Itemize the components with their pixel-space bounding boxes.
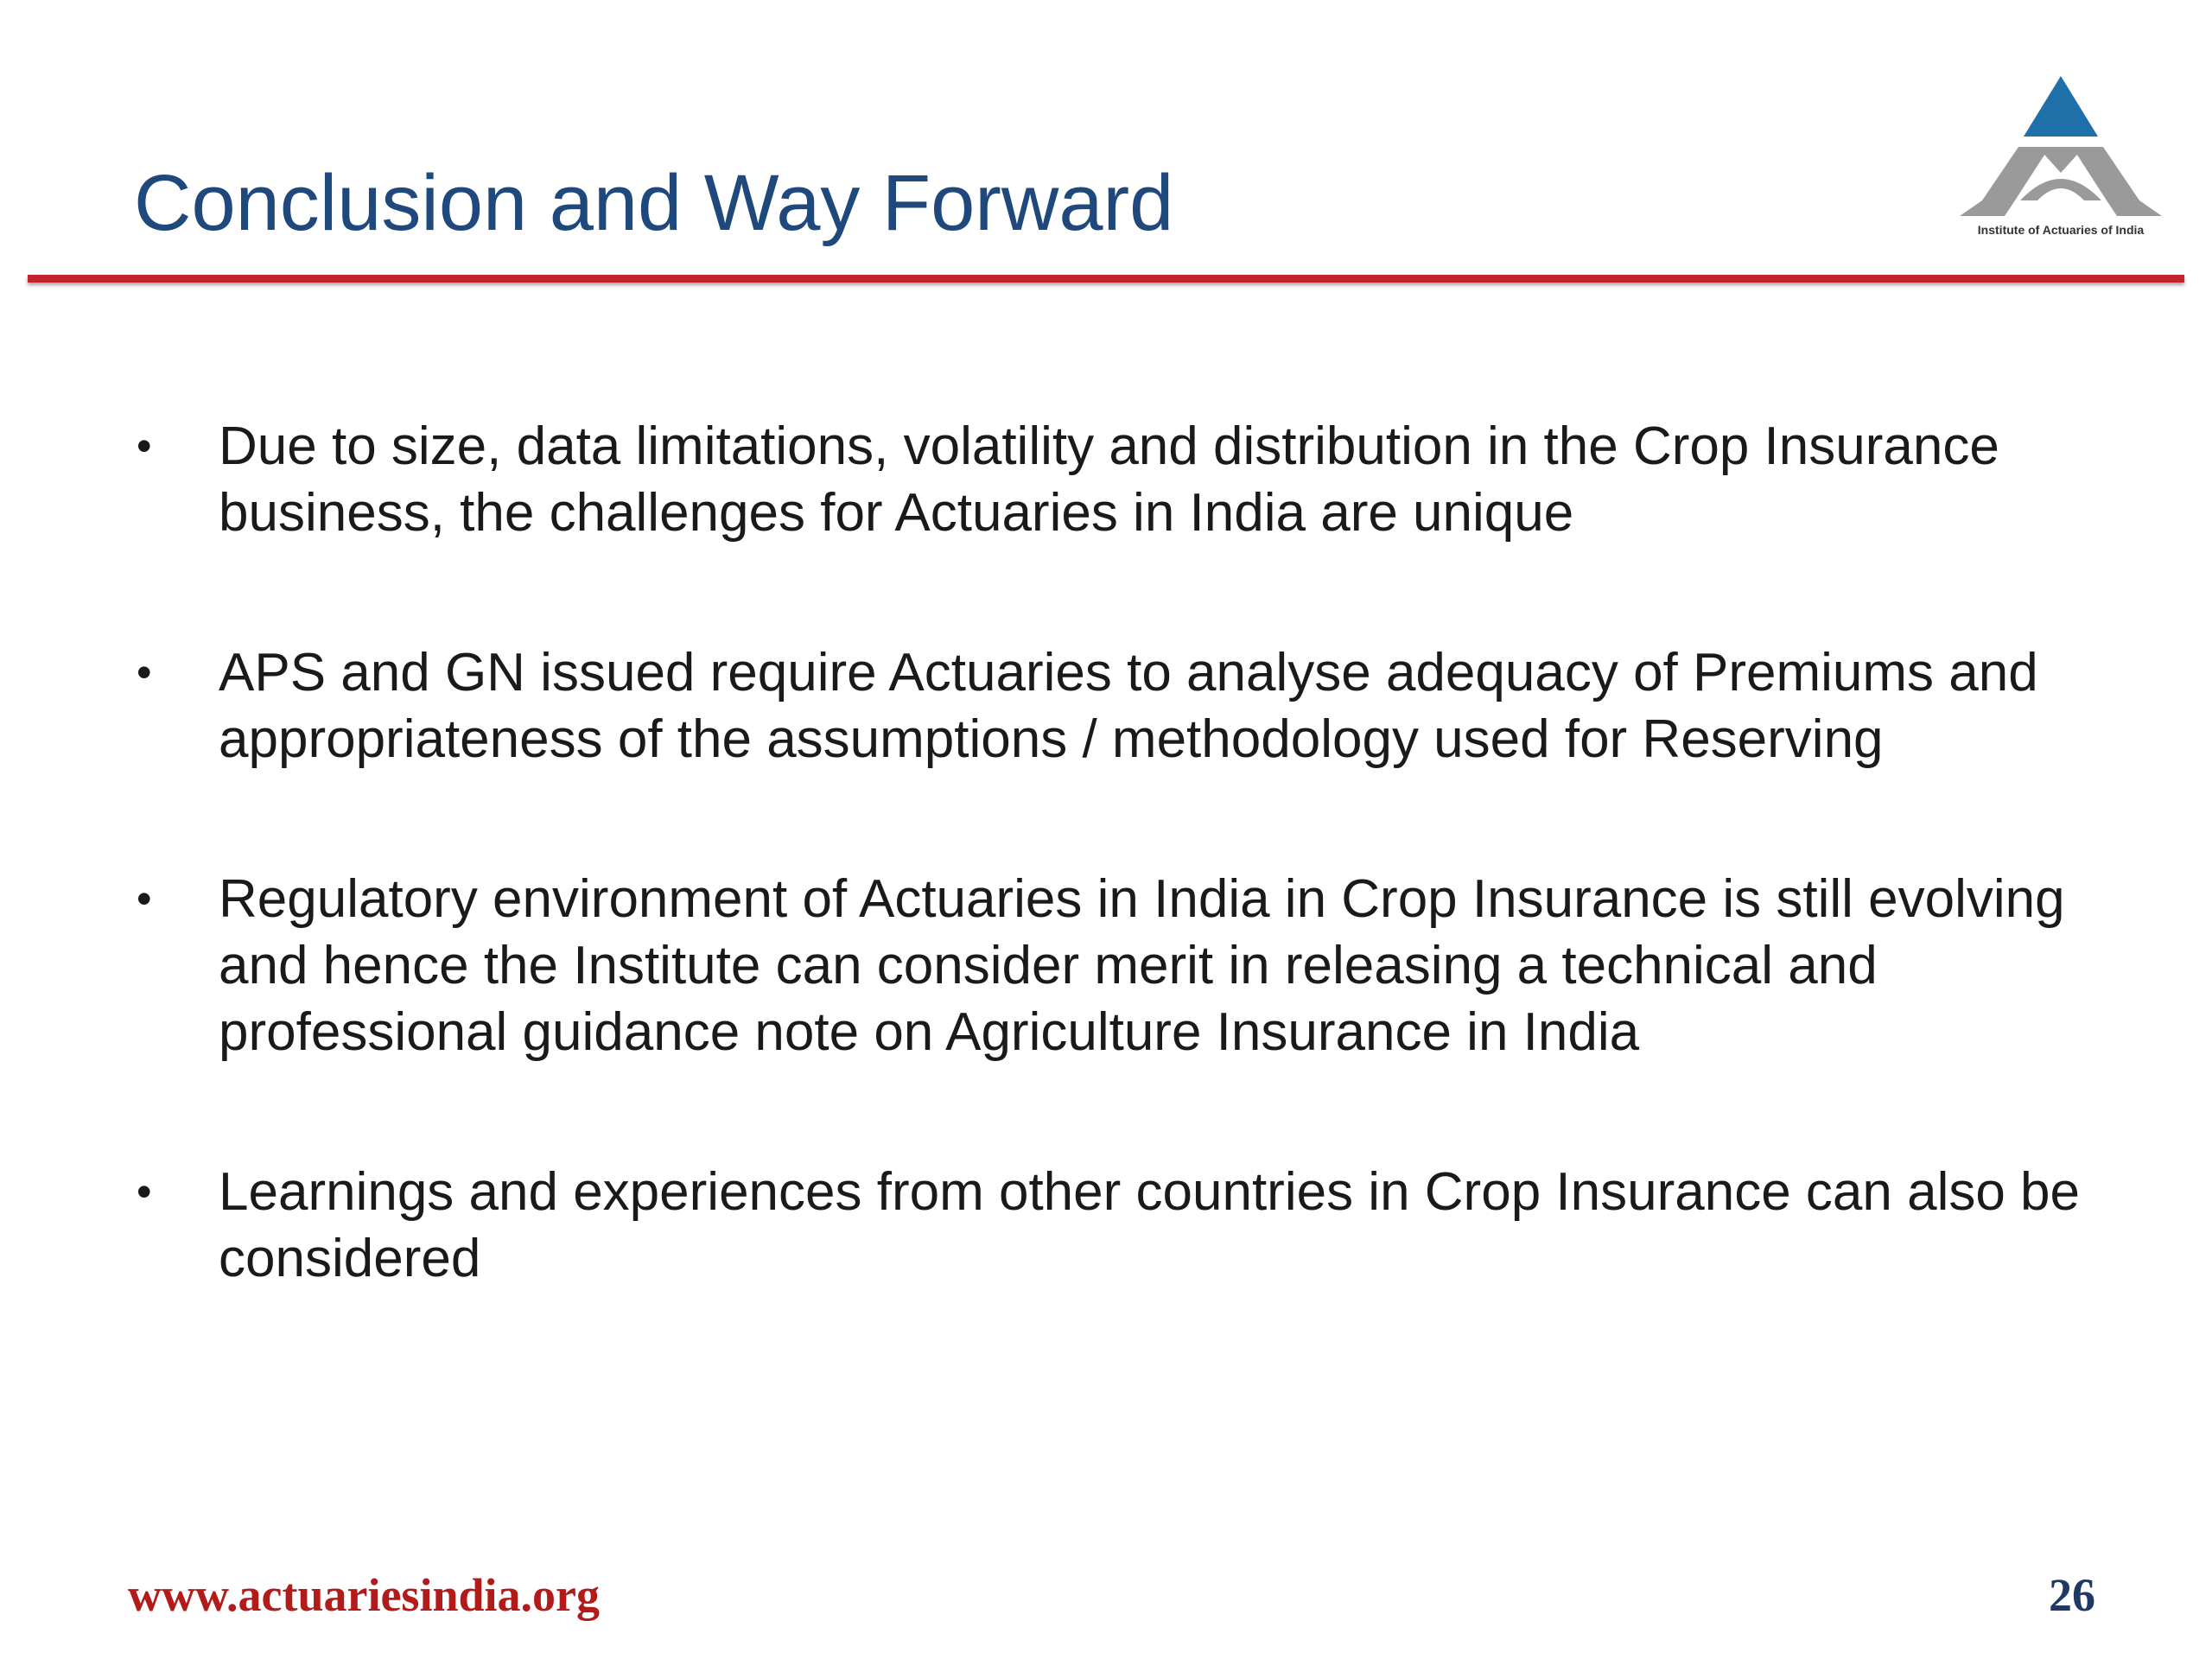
bullet-symbol: •: [137, 1167, 152, 1216]
bullet-symbol: •: [137, 874, 152, 923]
list-item: [130, 1159, 2100, 1292]
list-item: [130, 639, 2100, 772]
slide-title: Conclusion and Way Forward: [134, 159, 1174, 247]
bullet-list: [130, 413, 2100, 1385]
bullet-symbol: •: [137, 648, 152, 696]
bullet-text: Regulatory environment of Actuaries in India in Crop Insurance is still evolving and hence the Institute can consider merit in releasing a technical and professional guidance note on Agriculture Insurance in India: [219, 869, 2065, 1062]
title-divider: [28, 275, 2184, 283]
bullet-symbol: •: [137, 422, 152, 470]
page-number: 26: [2049, 1569, 2095, 1621]
footer-website-link[interactable]: www.actuariesindia.org: [128, 1569, 600, 1621]
bullet-text: Learnings and experiences from other countries in Crop Insurance can also be considered: [219, 1162, 2081, 1288]
list-item: [130, 866, 2100, 1065]
logo-caption: Institute of Actuaries of India: [1977, 223, 2145, 237]
institute-logo: [1953, 71, 2169, 244]
bullet-text: APS and GN issued require Actuaries to analyse adequacy of Premiums and appropriateness of the assumptions / methodology used for Reserving: [219, 643, 2038, 769]
list-item: [130, 413, 2100, 546]
bullet-text: Due to size, data limitations, volatility and distribution in the Crop Insurance business, the challenges for Actuaries in India are unique: [219, 416, 1999, 543]
logo-triangle-icon: [1953, 71, 2169, 226]
